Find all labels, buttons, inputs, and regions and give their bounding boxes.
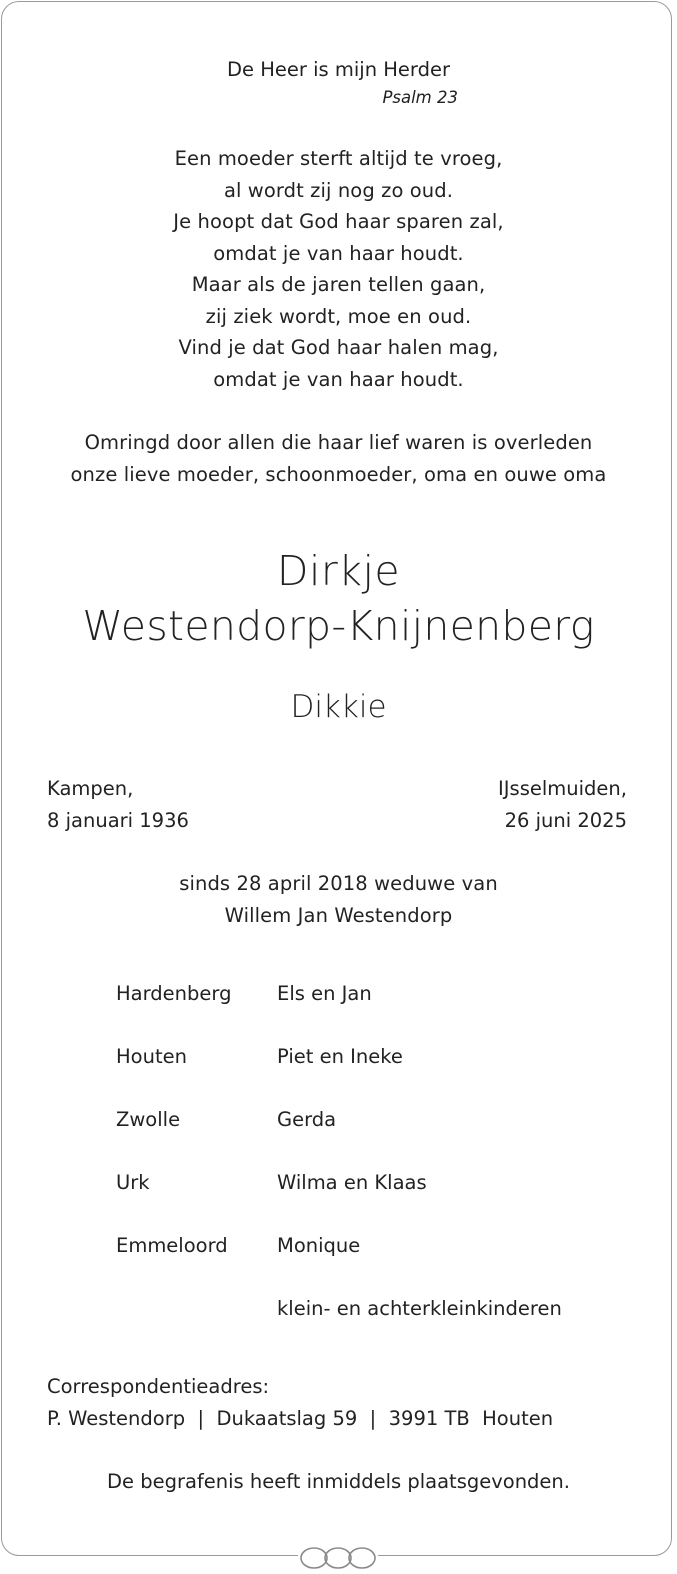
widow-note xyxy=(0,868,677,931)
deceased-last-name: Westendorp-Knijnenberg xyxy=(82,602,595,650)
birth-place: Kampen, xyxy=(47,777,134,800)
widow-line: sinds 28 april 2018 weduwe van xyxy=(179,872,498,895)
death-place: IJsselmuiden, xyxy=(498,777,627,800)
widow-line: Willem Jan Westendorp xyxy=(224,903,453,927)
poem-line: omdat je van haar houdt. xyxy=(213,367,464,391)
poem-line: al wordt zij nog zo oud. xyxy=(223,178,454,202)
intro-text xyxy=(0,427,677,490)
death-date: 26 juni 2025 xyxy=(504,809,627,832)
family-row xyxy=(116,1230,636,1293)
family-row xyxy=(116,978,636,1041)
family-names: Els en Jan xyxy=(277,982,372,1005)
correspondence-address xyxy=(47,1371,553,1435)
family-city: Houten xyxy=(116,1045,187,1068)
poem xyxy=(0,143,677,395)
correspondence-label: Correspondentieadres: xyxy=(47,1375,270,1398)
family-city: Hardenberg xyxy=(116,982,232,1005)
poem-line: zij ziek wordt, moe en oud. xyxy=(205,304,472,328)
family-row xyxy=(116,1041,636,1104)
family-names: Gerda xyxy=(277,1108,337,1131)
birth-date: 8 januari 1936 xyxy=(47,809,189,832)
poem-line: Een moeder sterft altijd te vroeg, xyxy=(174,147,503,170)
intro-line: Omringd door allen die haar lief waren is overleden xyxy=(84,431,593,454)
family-names: Wilma en Klaas xyxy=(277,1171,427,1194)
three-linked-rings-icon xyxy=(298,1545,378,1571)
poem-line: Vind je dat God haar halen mag, xyxy=(178,336,499,359)
funeral-note: De begrafenis heeft inmiddels plaatsgevonden. xyxy=(106,1470,570,1493)
poem-line: omdat je van haar houdt. xyxy=(213,241,464,265)
intro-line: onze lieve moeder, schoonmoeder, oma en ouwe oma xyxy=(70,462,607,486)
family-city: Urk xyxy=(116,1171,150,1194)
death-info xyxy=(498,773,627,837)
family-list xyxy=(116,978,636,1356)
family-row xyxy=(116,1104,636,1167)
birth-info xyxy=(47,773,189,837)
family-names: Monique xyxy=(277,1234,361,1257)
family-row xyxy=(116,1293,636,1356)
poem-line: Je hoopt dat God haar sparen zal, xyxy=(173,210,504,233)
psalm-title: De Heer is mijn Herder xyxy=(227,58,450,81)
family-names: klein- en achterkleinkinderen xyxy=(277,1297,562,1320)
family-names: Piet en Ineke xyxy=(277,1045,403,1068)
family-city: Zwolle xyxy=(116,1108,181,1131)
poem-line: Maar als de jaren tellen gaan, xyxy=(191,273,486,296)
family-row xyxy=(116,1167,636,1230)
deceased-nickname: Dikkie xyxy=(290,689,387,725)
correspondence-line: P. Westendorp | Dukaatslag 59 | 3991 TB Houten xyxy=(47,1407,554,1430)
family-city: Emmeloord xyxy=(116,1234,228,1257)
deceased-first-name: Dirkje xyxy=(276,547,401,595)
psalm-reference: Psalm 23 xyxy=(382,88,458,107)
